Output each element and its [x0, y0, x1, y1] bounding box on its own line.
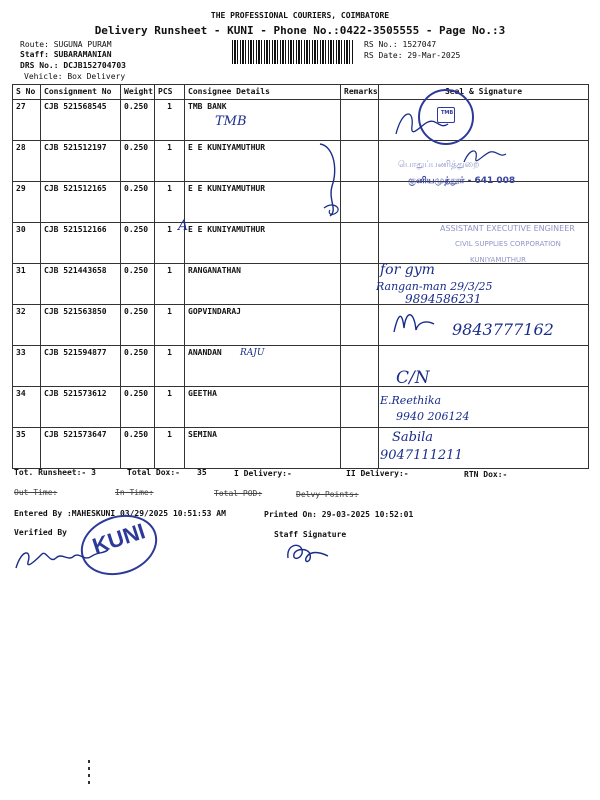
signature-scribble-icon: [460, 144, 510, 168]
faint-seal-line2: CIVIL SUPPLIES CORPORATION: [455, 240, 561, 248]
cell-consignment: CJB 521512166: [41, 223, 121, 264]
cell-weight: 0.250: [121, 182, 155, 223]
cell-weight: 0.250: [121, 346, 155, 387]
handwritten-phone: 9940 206124: [396, 410, 470, 423]
staff-signature-icon: [282, 540, 332, 566]
cell-consignment: CJB 521512165: [41, 182, 121, 223]
handwritten-phone: 9894586231: [405, 292, 482, 306]
handwritten-name: E.Reethika: [380, 394, 442, 407]
route-label: Route: SUGUNA PURAM: [20, 40, 112, 49]
cell-consignment: CJB 521594877: [41, 346, 121, 387]
out-time-label: Out Time:: [14, 488, 58, 497]
cell-consignee: E E KUNIYAMUTHUR: [185, 223, 341, 264]
vehicle-label: Vehicle: Box Delivery: [24, 72, 126, 81]
drs-number: DRS No.: DCJB152704703: [20, 61, 126, 70]
rs-date: RS Date: 29-Mar-2025: [364, 51, 461, 60]
handwritten-raju: RAJU: [240, 348, 265, 358]
cell-sno: 35: [13, 428, 41, 469]
cell-consignment: CJB 521573612: [41, 387, 121, 428]
verified-by-label: Verified By: [14, 528, 67, 537]
table-row: [13, 100, 589, 141]
col-header-remarks: Remarks: [341, 85, 379, 100]
kuni-stamp-text: KUNI: [89, 518, 149, 559]
cell-consignee: GEETHA: [185, 387, 341, 428]
rtn-dox-label: RTN Dox:-: [464, 470, 508, 479]
cell-consignee: TMB BANK: [185, 100, 341, 141]
signature-scribble-icon: [392, 104, 452, 144]
cell-remarks: [341, 428, 379, 469]
barcode-image: [232, 40, 354, 64]
handwritten-name: Sabila: [392, 430, 434, 445]
table-row: [13, 346, 589, 387]
cell-remarks: [341, 264, 379, 305]
faint-seal-line1: ASSISTANT EXECUTIVE ENGINEER: [440, 224, 575, 233]
cell-sno: 30: [13, 223, 41, 264]
page-title: Delivery Runsheet - KUNI - Phone No.:0422-3505555 - Page No.:3: [94, 24, 506, 37]
cell-pcs: 1: [155, 182, 185, 223]
tamil-stamp-line1: பொதுப்பணித்துறை: [398, 160, 480, 170]
total-dox-label: Total Dox:-: [127, 468, 180, 477]
cell-sno: 31: [13, 264, 41, 305]
ii-delivery-label: II Delivery:-: [346, 469, 409, 478]
col-header-consignee: Consignee Details: [185, 85, 341, 100]
cell-consignee: SEMINA: [185, 428, 341, 469]
cell-consignee: E E KUNIYAMUTHUR: [185, 141, 341, 182]
cell-remarks: [341, 387, 379, 428]
cell-sno: 28: [13, 141, 41, 182]
cell-weight: 0.250: [121, 223, 155, 264]
cell-sno: 33: [13, 346, 41, 387]
cell-remarks: [341, 223, 379, 264]
delvy-points-label: Delvy Points:: [296, 490, 359, 499]
tot-runsheet: Tot. Runsheet:- 3: [14, 468, 96, 477]
row30-mark: A: [178, 218, 189, 234]
total-dox-value: 35: [197, 468, 207, 477]
verified-signature-icon: [12, 540, 112, 574]
cell-pcs: 1: [155, 141, 185, 182]
printed-on: Printed On: 29-03-2025 10:52:01: [264, 510, 414, 519]
signature-scribble-icon: [390, 306, 450, 336]
faint-seal-line3: KUNIYAMUTHUR: [470, 256, 527, 264]
cell-consignee: ANANDAN: [185, 346, 341, 387]
cell-sno: 34: [13, 387, 41, 428]
handwritten-date: Rangan-man 29/3/25: [376, 280, 493, 293]
cell-weight: 0.250: [121, 428, 155, 469]
cell-pcs: 1: [155, 223, 185, 264]
col-header-seal: Seal & Signature: [379, 85, 589, 100]
cell-pcs: 1: [155, 100, 185, 141]
table-header-row: [13, 85, 589, 100]
cell-consignment: CJB 521443658: [41, 264, 121, 305]
cell-consignee: GOPVINDARAJ: [185, 305, 341, 346]
staff-label: Staff: SUBARAMANIAN: [20, 50, 112, 59]
col-header-weight: Weight: [121, 85, 155, 100]
cell-pcs: 1: [155, 428, 185, 469]
cell-weight: 0.250: [121, 100, 155, 141]
handwritten-tmb: TMB: [215, 114, 247, 129]
cell-sno: 27: [13, 100, 41, 141]
seal-tmb: TMB: [441, 110, 454, 116]
handwritten-cn: C/N: [396, 368, 430, 388]
cell-pcs: 1: [155, 346, 185, 387]
cell-sno: 32: [13, 305, 41, 346]
cell-weight: 0.250: [121, 387, 155, 428]
col-header-pcs: PCS: [155, 85, 185, 100]
tamil-stamp-line2: குனியமுத்தூர் - 641 008: [408, 176, 516, 186]
cell-consignment: CJB 521568545: [41, 100, 121, 141]
cell-remarks: [341, 346, 379, 387]
table-row: [13, 428, 589, 469]
handwritten-phone: 9843777162: [452, 320, 554, 339]
handwritten-phone: 9047111211: [380, 448, 463, 463]
cell-weight: 0.250: [121, 264, 155, 305]
cell-consignee: RANGANATHAN: [185, 264, 341, 305]
col-header-sno: S No: [13, 85, 41, 100]
cell-weight: 0.250: [121, 141, 155, 182]
entered-by: Entered By :MAHESKUNI 03/29/2025 10:51:53 AM: [14, 509, 226, 518]
cell-consignment: CJB 521563850: [41, 305, 121, 346]
in-time-label: In Time:: [115, 488, 154, 497]
cell-pcs: 1: [155, 264, 185, 305]
cell-remarks: [341, 100, 379, 141]
cell-consignment: CJB 521573647: [41, 428, 121, 469]
i-delivery-label: I Delivery:-: [234, 469, 292, 478]
col-header-consignment: Consignment No: [41, 85, 121, 100]
cell-remarks: [341, 305, 379, 346]
cell-seal: [379, 182, 589, 223]
handwritten-for-gym: for gym: [380, 262, 435, 278]
table-row: [13, 264, 589, 305]
cell-weight: 0.250: [121, 305, 155, 346]
rs-number: RS No.: 1527047: [364, 40, 437, 49]
page-edge-mark: [88, 760, 90, 784]
bracket-scribble-icon: [300, 140, 350, 220]
total-pod-label: Total POD:: [214, 489, 263, 498]
cell-consignee: E E KUNIYAMUTHUR: [185, 182, 341, 223]
cell-sno: 29: [13, 182, 41, 223]
company-name: THE PROFESSIONAL COURIERS, COIMBATORE: [210, 11, 390, 20]
table-row: [13, 387, 589, 428]
staff-signature-label: Staff Signature: [274, 530, 347, 539]
cell-pcs: 1: [155, 305, 185, 346]
cell-consignment: CJB 521512197: [41, 141, 121, 182]
cell-pcs: 1: [155, 387, 185, 428]
